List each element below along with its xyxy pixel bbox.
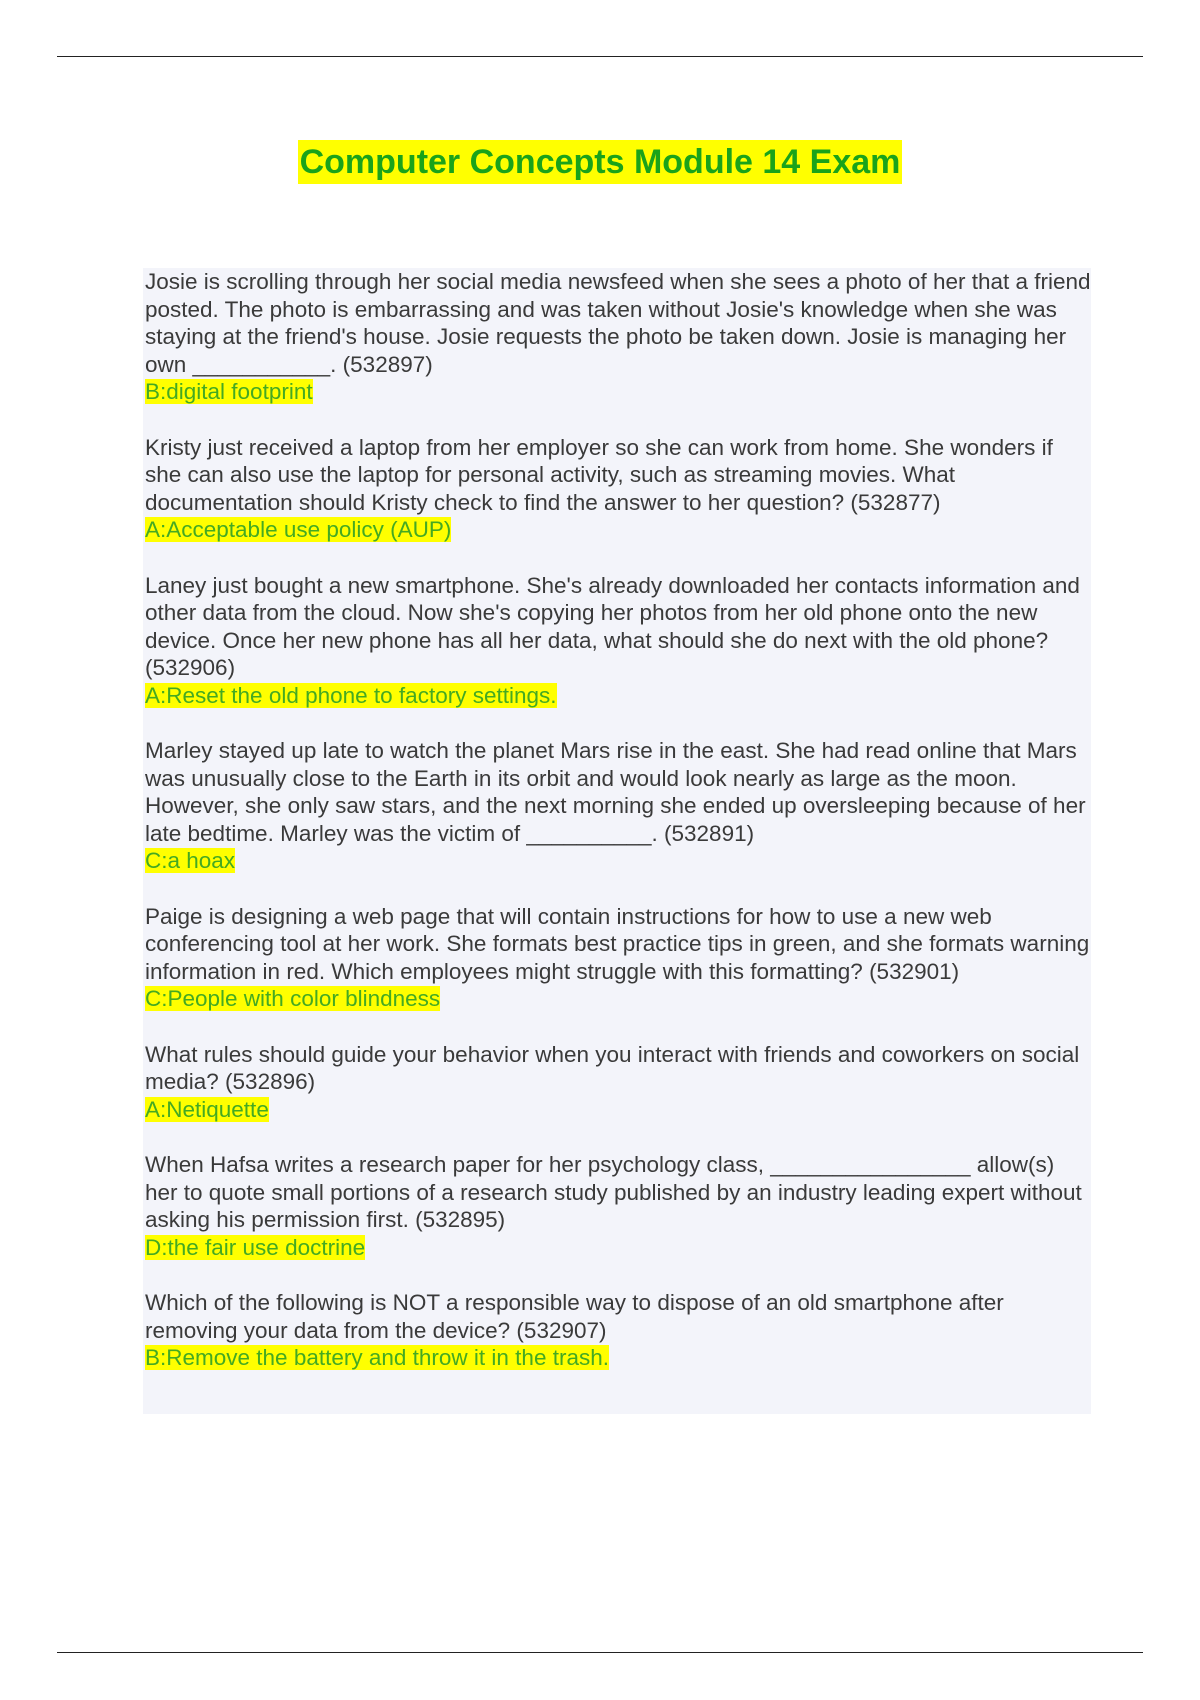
answer-text: A:Reset the old phone to factory settings. bbox=[145, 682, 557, 708]
question-text: Marley stayed up late to watch the planet Mars rise in the east. She had read online that Mars was unusually close to the Earth in its orbit and would look nearly as large as the moon. However, she only saw stars, and the next morning she ended up oversleeping because of her late bedtime. Marley was the victim of __________. (532891) bbox=[145, 738, 1086, 846]
answer-text: B:Remove the battery and throw it in the trash. bbox=[145, 1345, 609, 1370]
question-item bbox=[145, 434, 1091, 544]
question-text: When Hafsa writes a research paper for her psychology class, ________________ allow(s) her to quote small portions of a research study published by an industry leading expert without asking his permission first. (532895) bbox=[145, 1152, 1082, 1232]
question-item bbox=[145, 268, 1091, 406]
answer-text: A:Netiquette bbox=[145, 1096, 269, 1122]
document-title: Computer Concepts Module 14 Exam bbox=[298, 140, 903, 184]
answer-text: D:the fair use doctrine bbox=[145, 1234, 366, 1260]
question-item bbox=[145, 1041, 1091, 1124]
question-text: Laney just bought a new smartphone. She's already downloaded her contacts information and other data from the cloud. Now she's copying her photos from her old phone onto the new device. Once her new phone has all her data, what should she do next with the old phone? (532906) bbox=[145, 572, 1080, 680]
answer-text: A:Acceptable use policy (AUP) bbox=[145, 517, 452, 542]
question-item bbox=[145, 1151, 1091, 1261]
header-rule bbox=[57, 56, 1143, 57]
answer-text: C:People with color blindness bbox=[145, 986, 441, 1011]
footer-rule bbox=[57, 1652, 1143, 1653]
title-container bbox=[0, 140, 1200, 184]
question-text: Kristy just received a laptop from her employer so she can work from home. She wonders if she can also use the laptop for personal activity, such as streaming movies. What documentation should Kristy check to find the answer to her question? (532877) bbox=[145, 434, 1053, 515]
question-item bbox=[145, 572, 1091, 710]
question-item bbox=[145, 737, 1091, 875]
question-text: Paige is designing a web page that will contain instructions for how to use a new web conferencing tool at her work. She formats best practice tips in green, and she formats warning information in red. Which employees might struggle with this formatting? (532901) bbox=[145, 903, 1090, 984]
question-text: Which of the following is NOT a responsible way to dispose of an old smartphone after removing your data from the device? (532907) bbox=[145, 1290, 1004, 1343]
answer-text: B:digital footprint bbox=[145, 379, 313, 404]
question-text: What rules should guide your behavior when you interact with friends and coworkers on social media? (532896) bbox=[145, 1041, 1080, 1094]
question-list bbox=[145, 268, 1091, 1400]
question-item bbox=[145, 903, 1091, 1013]
question-item bbox=[145, 1289, 1091, 1372]
answer-text: C:a hoax bbox=[145, 848, 236, 873]
question-text: Josie is scrolling through her social media newsfeed when she sees a photo of her that a friend posted. The photo is embarrassing and was taken without Josie's knowledge when she was staying at the friend's house. Josie requests the photo be taken down. Josie is managing her own ___________. (532897) bbox=[145, 269, 1091, 377]
